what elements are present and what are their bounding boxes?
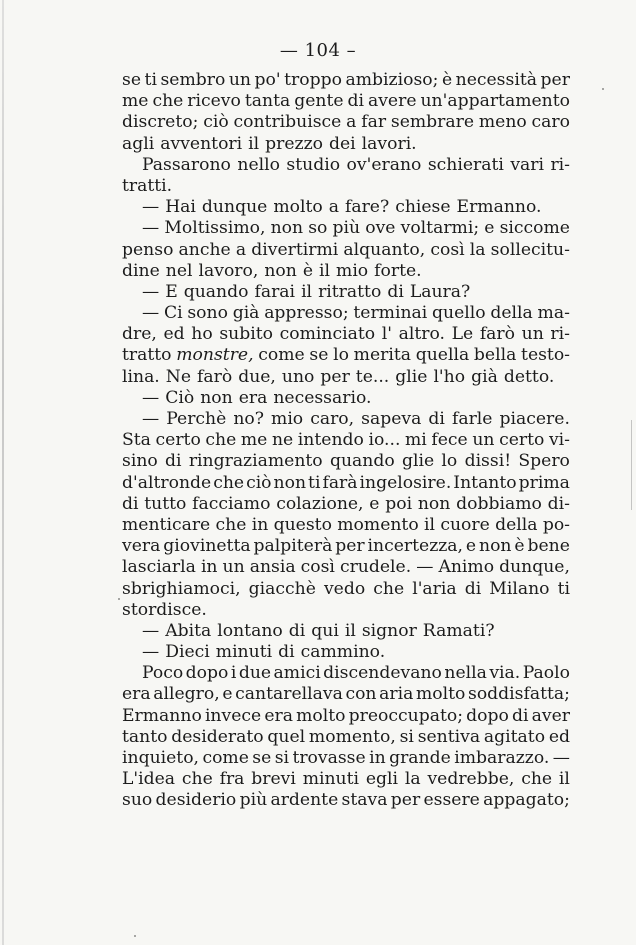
- text-line: vera giovinetta palpiterà per incertezza, e non è bene: [122, 536, 570, 557]
- text-line: — Hai dunque molto a fare? chiese Ermanno.: [142, 197, 542, 218]
- text-line: — Ci sono già appresso; terminai quello della ma-: [142, 303, 570, 324]
- page-number: — 104 –: [279, 40, 357, 61]
- text-line: dine nel lavoro, non è il mio forte.: [122, 260, 422, 281]
- text-line: se ti sembro un po' troppo ambizioso; è necessità per: [122, 70, 570, 90]
- text-line: agli avventori il prezzo dei lavori.: [122, 133, 417, 154]
- paper-speck: [134, 935, 136, 937]
- text-line: — Perchè no? mio caro, sapeva di farle piacere.: [142, 409, 570, 429]
- text-line: me che ricevo tanta gente di avere un'appartamento: [122, 91, 570, 112]
- page-edge-right: [631, 420, 636, 510]
- text-line: — Moltissimo, non so più ove voltarmi; e siccome: [142, 218, 570, 239]
- text-line: — Ciò non era necessario.: [142, 387, 372, 408]
- text-line: — Abita lontano di qui il signor Ramati?: [142, 620, 495, 641]
- text-line: lasciarla in un ansia così crudele. — Animo dunque,: [122, 557, 570, 578]
- text-line: Passarono nello studio ov'erano schierati vari ri-: [142, 154, 570, 175]
- body-text: [122, 70, 570, 812]
- text-line: dre, ed ho subito cominciato l' altro. Le farò un ri-: [122, 324, 570, 345]
- text-line: penso anche a divertirmi alquanto, così la sollecitu-: [122, 239, 570, 260]
- text-line: — E quando farai il ritratto di Laura?: [142, 281, 471, 302]
- text-line: d'altronde che ciò non ti farà ingelosire. Intanto prima: [122, 472, 570, 493]
- text-line: sino di ringraziamento quando glie lo dissi! Spero: [122, 451, 570, 472]
- text-line: di tutto facciamo colazione, e poi non dobbiamo di-: [122, 493, 570, 514]
- text-line: Sta certo che me ne intendo io... mi fece un certo vi-: [122, 430, 570, 451]
- page-edge-left: [2, 0, 4, 945]
- text-line: lina. Ne farò due, uno per te... glie l'ho già detto.: [122, 366, 555, 387]
- paper-speck: [602, 88, 604, 90]
- paper-speck: [118, 598, 120, 600]
- text-line: L'idea che fra brevi minuti egli la vedrebbe, che il: [122, 769, 570, 790]
- text-line: era allegro, e cantarellava con aria molto soddisfatta;: [122, 684, 570, 705]
- text-line: tratto monstre, come se lo merita quella bella testo-: [122, 345, 570, 366]
- text-line: discreto; ciò contribuisce a far sembrare meno caro: [122, 112, 570, 133]
- text-line: stordisce.: [122, 599, 207, 620]
- text-line: sbrighiamoci, giacchè vedo che l'aria di Milano ti: [122, 578, 570, 599]
- text-line: tratti.: [122, 175, 173, 196]
- text-line: Ermanno invece era molto preoccupato; dopo di aver: [122, 705, 570, 726]
- text-line: suo desiderio più ardente stava per essere appagato;: [122, 790, 570, 811]
- text-line: inquieto, come se si trovasse in grande imbarazzo. —: [122, 748, 570, 768]
- text-line: menticare che in questo momento il cuore della po-: [122, 514, 570, 535]
- text-line: Poco dopo i due amici discendevano nella via. Paolo: [142, 663, 570, 684]
- text-line: — Dieci minuti di cammino.: [142, 642, 386, 663]
- text-line: tanto desiderato quel momento, si sentiva agitato ed: [122, 726, 570, 747]
